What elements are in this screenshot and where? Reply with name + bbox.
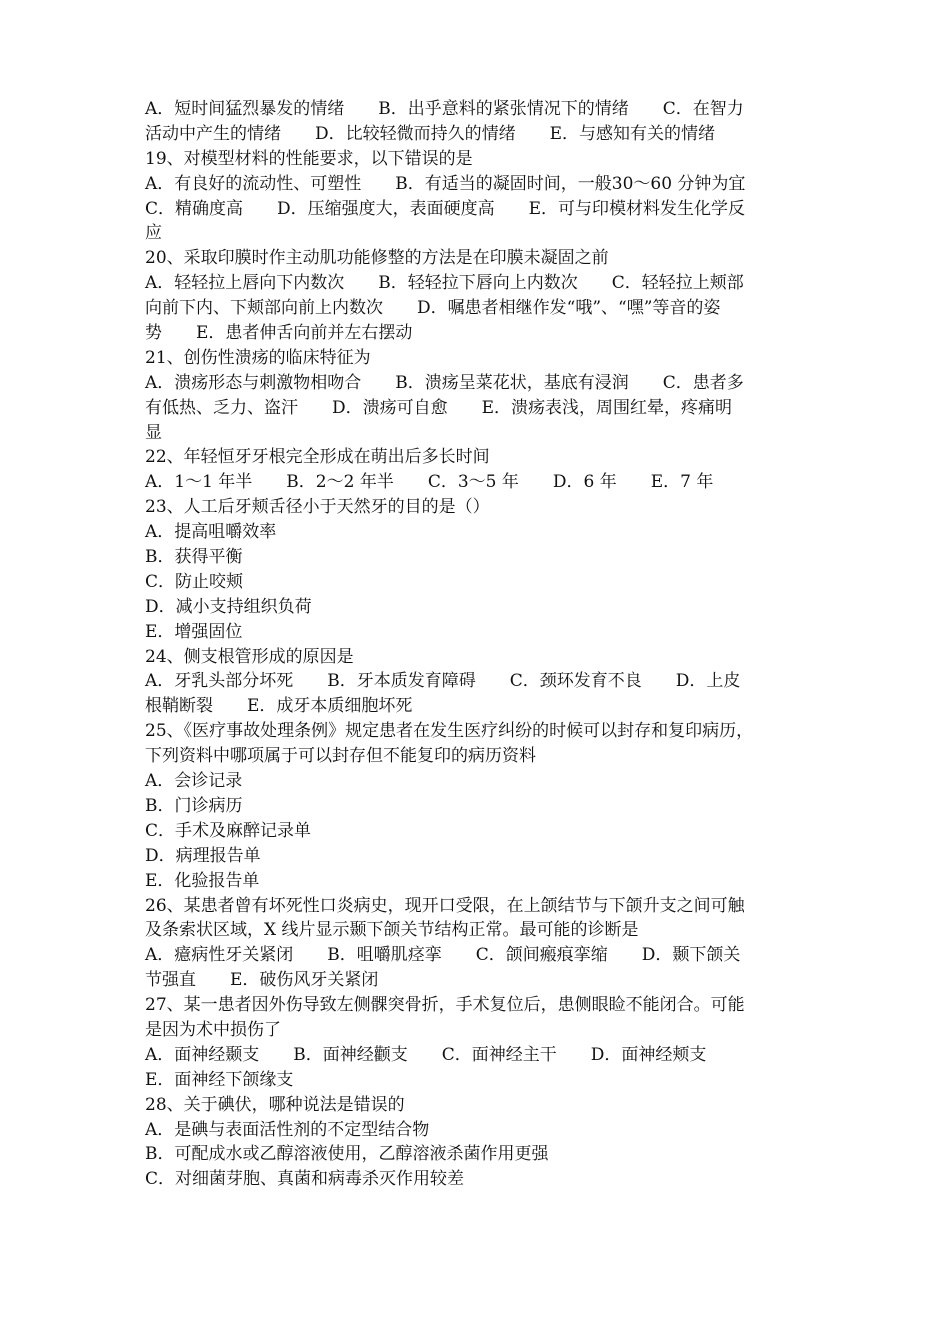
text-line: C．精确度高 D．压缩强度大，表面硬度高 E．可与印模材料发生化学反 [145, 198, 746, 219]
option-line: C．手术及麻醉记录单 [145, 820, 312, 841]
text-line: A．轻轻拉上唇向下内数次 B．轻轻拉下唇向上内数次 C．轻轻拉上颊部 [145, 273, 744, 294]
document-page [145, 97, 815, 1192]
question-20: 20、采取印膜时作主动肌功能修整的方法是在印膜未凝固之前 [145, 248, 609, 269]
text-line: A．牙乳头部分坏死 B．牙本质发育障碍 C．颈环发育不良 D．上皮 [145, 671, 741, 692]
text-line: 是因为术中损伤了 [145, 1019, 281, 1040]
question-25: 25、《医疗事故处理条例》规定患者在发生医疗纠纷的时候可以封存和复印病历， [145, 721, 754, 742]
text-line: 显 [145, 422, 162, 443]
text-line: A．有良好的流动性、可塑性 B．有适当的凝固时间，一般30～60 分钟为宜 [145, 173, 746, 194]
option-line: A．是碘与表面活性剂的不定型结合物 [145, 1119, 430, 1140]
text-line: 节强直 E．破伤风牙关紧闭 [145, 970, 379, 991]
option-line: C．防止咬颊 [145, 571, 244, 592]
option-line: B．门诊病历 [145, 795, 243, 816]
text-line: 有低热、乏力、盗汗 D．溃疡可自愈 E．溃疡表浅，周围红晕，疼痛明 [145, 397, 733, 418]
text-line: A．短时间猛烈暴发的情绪 B．出乎意料的紧张情况下的情绪 C．在智力 [145, 99, 744, 119]
question-22: 22、年轻恒牙牙根完全形成在萌出后多长时间 [145, 447, 490, 468]
option-line: D．减小支持组织负荷 [145, 596, 312, 617]
text-line: A．面神经颞支 B．面神经颧支 C．面神经主干 D．面神经颊支 [145, 1044, 707, 1065]
option-line: A．提高咀嚼效率 [145, 522, 277, 543]
text-line: 及条索状区域，X 线片显示颞下颌关节结构正常。最可能的诊断是 [145, 920, 639, 941]
question-26: 26、某患者曾有坏死性口炎病史，现开口受限，在上颌结节与下颌升支之间可触 [145, 895, 745, 916]
question-27: 27、某一患者因外伤导致左侧髁突骨折，手术复位后，患侧眼睑不能闭合。可能 [145, 995, 745, 1016]
question-24: 24、侧支根管形成的原因是 [145, 646, 354, 667]
text-line: 根鞘断裂 E．成牙本质细胞坏死 [145, 696, 413, 717]
option-line: C．对细菌芽胞、真菌和病毒杀灭作用较差 [145, 1169, 465, 1190]
text-line: E．面神经下颌缘支 [145, 1069, 294, 1090]
text-line: 活动中产生的情绪 D．比较轻微而持久的情绪 E．与感知有关的情绪 [145, 123, 716, 144]
option-line: D．病理报告单 [145, 845, 261, 866]
option-line: E．化验报告单 [145, 870, 260, 891]
text-line: A．1～1 年半 B．2～2 年半 C．3～5 年 D．6 年 E．7 年 [145, 472, 714, 493]
option-line: E．增强固位 [145, 621, 243, 642]
question-28: 28、关于碘伏，哪种说法是错误的 [145, 1094, 405, 1115]
question-23: 23、人工后牙颊舌径小于天然牙的目的是（） [145, 497, 490, 518]
text-line: A．溃疡形态与刺激物相吻合 B．溃疡呈菜花状，基底有浸润 C．患者多 [145, 372, 744, 393]
option-line: B．可配成水或乙醇溶液使用，乙醇溶液杀菌作用更强 [145, 1144, 549, 1165]
option-line: A．会诊记录 [145, 771, 243, 792]
text-line: 势 E．患者伸舌向前并左右摆动 [145, 323, 413, 344]
question-21: 21、创伤性溃疡的临床特征为 [145, 347, 371, 368]
option-line: B．获得平衡 [145, 547, 243, 568]
text-line: 向前下内、下颊部向前上内数次 D．嘱患者相继作发“哦”、“嘿”等音的姿 [145, 298, 721, 319]
text-line: 应 [145, 223, 162, 244]
question-19: 19、对模型材料的性能要求，以下错误的是 [145, 148, 473, 169]
text-line: 下列资料中哪项属于可以封存但不能复印的病历资料 [145, 746, 536, 767]
text-line: A．癔病性牙关紧闭 B．咀嚼肌痉挛 C．颌间瘢痕挛缩 D．颞下颌关 [145, 945, 741, 966]
